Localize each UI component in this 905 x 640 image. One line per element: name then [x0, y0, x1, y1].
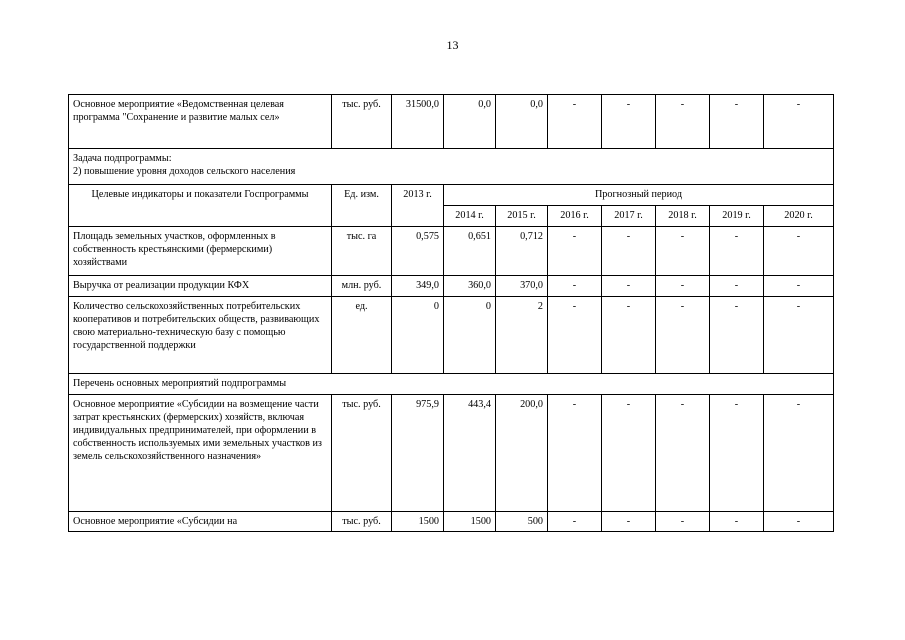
header-year: 2015 г. — [496, 206, 548, 227]
table-row — [69, 395, 834, 512]
header-base-year: 2013 г. — [392, 185, 444, 227]
table-row — [69, 149, 834, 185]
table-row — [69, 512, 834, 532]
header-year: 2018 г. — [656, 206, 710, 227]
header-year: 2014 г. — [444, 206, 496, 227]
value-2014: 1500 — [444, 512, 496, 532]
value-2016: - — [548, 297, 602, 374]
value-2019: - — [710, 95, 764, 149]
value-2020: - — [764, 512, 834, 532]
value-2019: - — [710, 395, 764, 512]
subprogram-task: Задача подпрограммы: 2) повышение уровня доходов сельского населения — [69, 149, 834, 185]
value-2013: 0,575 — [392, 227, 444, 276]
table-row — [69, 276, 834, 297]
header-row — [69, 185, 834, 206]
unit-cell: ед. — [332, 297, 392, 374]
header-year: 2020 г. — [764, 206, 834, 227]
value-2014: 0,651 — [444, 227, 496, 276]
value-2016: - — [548, 512, 602, 532]
activity-name: Основное мероприятие «Субсидии на — [69, 512, 332, 532]
page-number: 13 — [446, 38, 459, 52]
value-2016: - — [548, 227, 602, 276]
value-2020: - — [764, 227, 834, 276]
value-2015: 0,712 — [496, 227, 548, 276]
value-2017: - — [602, 95, 656, 149]
value-2014: 0 — [444, 297, 496, 374]
value-2017: - — [602, 512, 656, 532]
indicator-name: Количество сельскохозяйственных потребительских кооперативов и потребительских обществ, развивающих свою материально-техническую базу с помощью государственной поддержки — [69, 297, 332, 374]
value-2013: 975,9 — [392, 395, 444, 512]
value-2019: - — [710, 227, 764, 276]
value-2020: - — [764, 395, 834, 512]
value-2013: 0 — [392, 297, 444, 374]
unit-cell: млн. руб. — [332, 276, 392, 297]
value-2017: - — [602, 297, 656, 374]
value-2018: - — [656, 95, 710, 149]
value-2020: - — [764, 95, 834, 149]
value-2019: - — [710, 297, 764, 374]
value-2018: - — [656, 395, 710, 512]
value-2019: - — [710, 512, 764, 532]
value-2015: 0,0 — [496, 95, 548, 149]
value-2016: - — [548, 395, 602, 512]
indicator-name: Площадь земельных участков, оформленных в собственность крестьянскими (фермерскими) хозяйствами — [69, 227, 332, 276]
table-row — [69, 227, 834, 276]
value-2015: 200,0 — [496, 395, 548, 512]
header-year: 2017 г. — [602, 206, 656, 227]
header-indicator: Целевые индикаторы и показатели Госпрограммы — [69, 185, 332, 227]
program-table — [68, 94, 834, 532]
value-2015: 2 — [496, 297, 548, 374]
activity-name: Основное мероприятие «Ведомственная целевая программа "Сохранение и развитие малых сел» — [69, 95, 332, 149]
activity-name: Основное мероприятие «Субсидии на возмещение части затрат крестьянских (фермерских) хозяйств, включая индивидуальных предпринимателей, при оформлении в собственность используемых ими земельных участков из земель сельскохозяйственного назначения» — [69, 395, 332, 512]
value-2013: 1500 — [392, 512, 444, 532]
value-2016: - — [548, 276, 602, 297]
value-2017: - — [602, 276, 656, 297]
value-2015: 500 — [496, 512, 548, 532]
unit-cell: тыс. руб. — [332, 95, 392, 149]
header-year: 2019 г. — [710, 206, 764, 227]
value-2018: - — [656, 512, 710, 532]
value-2014: 360,0 — [444, 276, 496, 297]
value-2019: - — [710, 276, 764, 297]
value-2018: - — [656, 227, 710, 276]
unit-cell: тыс. руб. — [332, 512, 392, 532]
indicator-name: Выручка от реализации продукции КФХ — [69, 276, 332, 297]
table-row — [69, 374, 834, 395]
table-row — [69, 297, 834, 374]
value-2014: 443,4 — [444, 395, 496, 512]
value-2013: 31500,0 — [392, 95, 444, 149]
value-2017: - — [602, 227, 656, 276]
value-2013: 349,0 — [392, 276, 444, 297]
value-2018: - — [656, 276, 710, 297]
value-2020: - — [764, 276, 834, 297]
value-2017: - — [602, 395, 656, 512]
value-2015: 370,0 — [496, 276, 548, 297]
value-2018: - — [656, 297, 710, 374]
header-unit: Ед. изм. — [332, 185, 392, 227]
events-list-title: Перечень основных мероприятий подпрограммы — [69, 374, 834, 395]
header-year: 2016 г. — [548, 206, 602, 227]
table-row — [69, 95, 834, 149]
value-2014: 0,0 — [444, 95, 496, 149]
header-forecast: Прогнозный период — [444, 185, 834, 206]
value-2016: - — [548, 95, 602, 149]
value-2020: - — [764, 297, 834, 374]
unit-cell: тыс. га — [332, 227, 392, 276]
unit-cell: тыс. руб. — [332, 395, 392, 512]
